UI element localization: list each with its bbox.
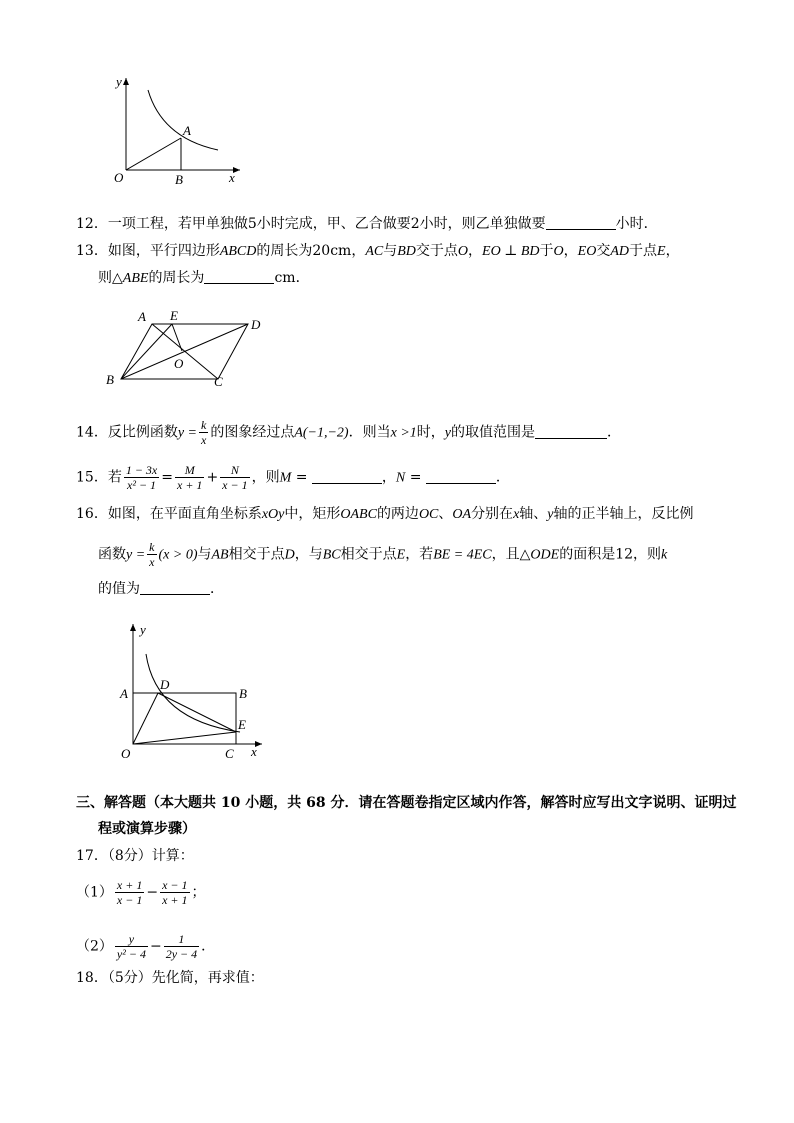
q13-text: ， <box>351 243 366 259</box>
q15-fraction-n: $\frac{N}{x - 1}$ <box>222 463 248 492</box>
q13-text: ， <box>665 243 680 259</box>
q12-answer-blank[interactable] <box>546 215 616 230</box>
q17-part1-fraction-b: $\frac{x - 1}{x + 1}$ <box>162 878 188 907</box>
q14-text: 的图象经过点 <box>210 424 295 441</box>
q16-text: 轴的正半轴上，反比例 <box>553 506 694 522</box>
q17-part1-label: （1） <box>76 884 113 901</box>
q16-d: D <box>284 547 295 563</box>
question-15 <box>76 463 510 492</box>
question-16-line2 <box>98 540 667 569</box>
q14-text: 时， <box>416 424 445 441</box>
q15-fraction-1: $\frac{1 - 3x}{\text{x² − 1}}$ <box>125 463 158 492</box>
q16-y: y <box>547 507 554 522</box>
question-17-part2 <box>76 932 215 961</box>
fig3-label-c: C <box>225 746 234 761</box>
q16-x: x <box>513 507 520 522</box>
q13-eo-perp-bd: EO ⊥ BD <box>482 244 540 259</box>
q14-condition: x >1 <box>390 425 417 441</box>
q17-number: 17． <box>76 848 108 864</box>
section-3-title: 三、解答题（本大题共 10 小题，共 68 分．请在答题卷指定区域内作答，解答时应写出文字说明、证明过 <box>76 795 737 811</box>
q16-text: 分别在 <box>471 506 514 522</box>
q16-text: 的两边 <box>376 506 419 522</box>
figure-parallelogram <box>100 304 280 390</box>
q13-o: O <box>553 244 564 259</box>
q13-text: 于点 <box>629 243 657 259</box>
fig2-label-d: D <box>251 317 261 332</box>
question-18 <box>76 968 264 988</box>
q13-unit: cm <box>330 243 352 259</box>
q14-lhs: y = <box>177 425 197 441</box>
q13-abcd: ABCD <box>219 244 257 259</box>
q16-bc: BC <box>322 547 341 563</box>
q15-text: 若 <box>107 469 122 486</box>
fig1-label-o: O <box>114 170 124 185</box>
fig2-label-c: C <box>214 374 223 389</box>
q16-k: k <box>661 547 668 563</box>
q12-text-c: 小时，则乙单独做要 <box>419 216 546 232</box>
q16-text: 轴、 <box>519 506 548 522</box>
q16-text: ，与 <box>294 546 323 563</box>
fig2-label-o: O <box>174 356 184 371</box>
q16-number: 16． <box>76 506 108 522</box>
q13-o: O <box>457 244 469 259</box>
q16-text: ，且△ <box>491 546 531 563</box>
section-3-title-line2: 程或演算步骤） <box>98 821 196 837</box>
q13-number: 13． <box>76 243 108 259</box>
q14-y: y <box>444 425 451 441</box>
q16-condition: (x > 0) <box>158 547 198 563</box>
q14-number: 14． <box>76 424 108 441</box>
q15-equals: = <box>161 469 173 486</box>
q18-number: 18． <box>76 970 108 986</box>
q14-answer-blank[interactable] <box>535 424 607 439</box>
q13-answer-blank[interactable] <box>204 269 274 284</box>
question-17 <box>76 846 194 866</box>
q15-equals: = <box>295 469 308 486</box>
q13-text: ， <box>563 243 578 259</box>
q12-number: 12． <box>76 216 108 232</box>
q15-fraction-m: $\frac{M}{x + 1}$ <box>177 463 203 492</box>
question-16-line3 <box>98 579 224 599</box>
q16-oabc: OABC <box>340 507 377 522</box>
question-14 <box>76 418 621 447</box>
q13-unit: cm <box>274 270 296 286</box>
q16-oa: OA <box>452 507 472 522</box>
q16-text: ，若 <box>405 546 434 563</box>
q13-text: 的周长为 <box>256 243 313 259</box>
fig1-label-x: x <box>229 170 235 185</box>
q16-text: 如图，在平面直角坐标系 <box>107 506 262 522</box>
q15-answer-m-blank[interactable] <box>312 469 382 484</box>
q16-text: 相交于点 <box>340 546 397 563</box>
q15-answer-n-blank[interactable] <box>426 469 496 484</box>
q14-text: 反比例函数 <box>107 424 178 441</box>
q17-part2-label: （2） <box>76 938 113 955</box>
q16-fn-lhs: y = <box>126 547 146 563</box>
q13-e: E <box>657 244 666 259</box>
q17-points: （8分）计算： <box>107 848 194 864</box>
fig1-label-y: y <box>116 74 122 89</box>
q17-period: ． <box>201 938 216 955</box>
q16-text: ． <box>210 581 224 597</box>
q17-part2-fraction-b: $\frac{1}{2y - 4}$ <box>165 932 198 961</box>
q16-text: 中，矩形 <box>284 506 341 522</box>
q13-text: 于 <box>539 243 554 259</box>
figure-hyperbola-a <box>100 70 250 190</box>
fig3-label-d: D <box>160 677 170 692</box>
q15-text: ，则 <box>251 469 280 486</box>
q13-text: 与 <box>383 243 398 259</box>
q14-text: ． <box>607 424 621 441</box>
fig2-label-a: A <box>138 309 146 324</box>
q14-fraction: $\frac{k}{x}$ <box>201 418 207 447</box>
q13-perimeter: 20 <box>312 243 331 259</box>
q13-text: ， <box>468 243 483 259</box>
q17-minus: − <box>149 938 162 955</box>
q14-text: 的取值范围是 <box>451 424 535 441</box>
fig2-label-e: E <box>170 308 178 323</box>
q13-text: 交 <box>596 243 611 259</box>
fig3-label-a: A <box>120 686 128 701</box>
q15-plus: + <box>206 469 219 486</box>
q15-n: N <box>395 470 406 486</box>
q13-text: ． <box>295 270 310 286</box>
q16-fraction: $\frac{k}{x}$ <box>149 540 155 569</box>
q17-part2-fraction-a: $\frac{y}{\text{y² − 4}}$ <box>116 932 146 961</box>
q16-e: E <box>396 547 406 563</box>
q13-text: 的周长为 <box>148 270 205 286</box>
q13-ad: AD <box>610 244 629 259</box>
q15-text: ， <box>381 469 396 486</box>
fig3-label-b: B <box>239 686 247 701</box>
q16-text: 与 <box>197 546 212 563</box>
q16-area: 12 <box>615 546 634 563</box>
question-12 <box>76 214 658 234</box>
q12-text-b: 小时完成，甲、乙合做要 <box>256 216 411 232</box>
question-16 <box>76 504 694 525</box>
fig1-label-b: B <box>175 172 183 187</box>
q13-ac: AC <box>365 244 384 259</box>
fig1-label-a: A <box>183 123 191 138</box>
q15-number: 15． <box>76 469 108 486</box>
q16-text: ，则 <box>633 546 662 563</box>
q13-text: 则△ <box>98 270 123 286</box>
question-13-line2 <box>98 268 310 289</box>
fig2-label-b: B <box>106 372 114 387</box>
q12-text-a: 一项工程，若甲单独做 <box>107 216 248 232</box>
q16-xoy: xOy <box>261 507 285 522</box>
q14-point: A(−1,−2) <box>294 425 349 441</box>
q13-text: 交于点 <box>415 243 458 259</box>
q12-two: 2 <box>410 216 420 232</box>
q15-text: ． <box>495 469 510 486</box>
q16-text: 的值为 <box>98 581 140 597</box>
q17-minus: − <box>146 884 159 901</box>
q15-equals: = <box>409 469 422 486</box>
fig3-label-x: x <box>251 744 257 759</box>
fig3-label-y: y <box>140 622 146 637</box>
q13-bd: BD <box>397 244 416 259</box>
q16-text: 函数 <box>98 546 126 563</box>
q16-oc: OC <box>418 507 439 522</box>
q13-text: 如图，平行四边形 <box>107 243 220 259</box>
fig3-label-e: E <box>238 717 246 732</box>
figure-rectangle-hyperbola <box>112 618 272 763</box>
q14-text: ．则当 <box>348 424 391 441</box>
q16-text: 的面积是 <box>559 546 616 563</box>
q12-text-d: 小时． <box>615 216 658 232</box>
q16-text: 相交于点 <box>228 546 285 563</box>
q15-m: M <box>279 470 292 486</box>
q16-be: BE = 4EC <box>433 547 492 563</box>
q13-eo: EO <box>577 244 597 259</box>
question-13 <box>76 241 680 262</box>
q17-part1-fraction-a: $\frac{x + 1}{x - 1}$ <box>116 878 143 907</box>
q16-ode: ODE <box>530 547 560 563</box>
fig3-label-o: O <box>121 746 131 761</box>
question-17-part1 <box>76 878 206 907</box>
q18-text: （5分）先化简，再求值： <box>107 970 264 986</box>
q17-semicolon: ； <box>191 884 206 901</box>
q13-abe: ABE <box>122 271 149 286</box>
q12-five: 5 <box>247 216 257 232</box>
q16-text: 、 <box>438 506 453 522</box>
q16-ab: AB <box>211 547 229 563</box>
q16-answer-blank[interactable] <box>140 580 210 595</box>
